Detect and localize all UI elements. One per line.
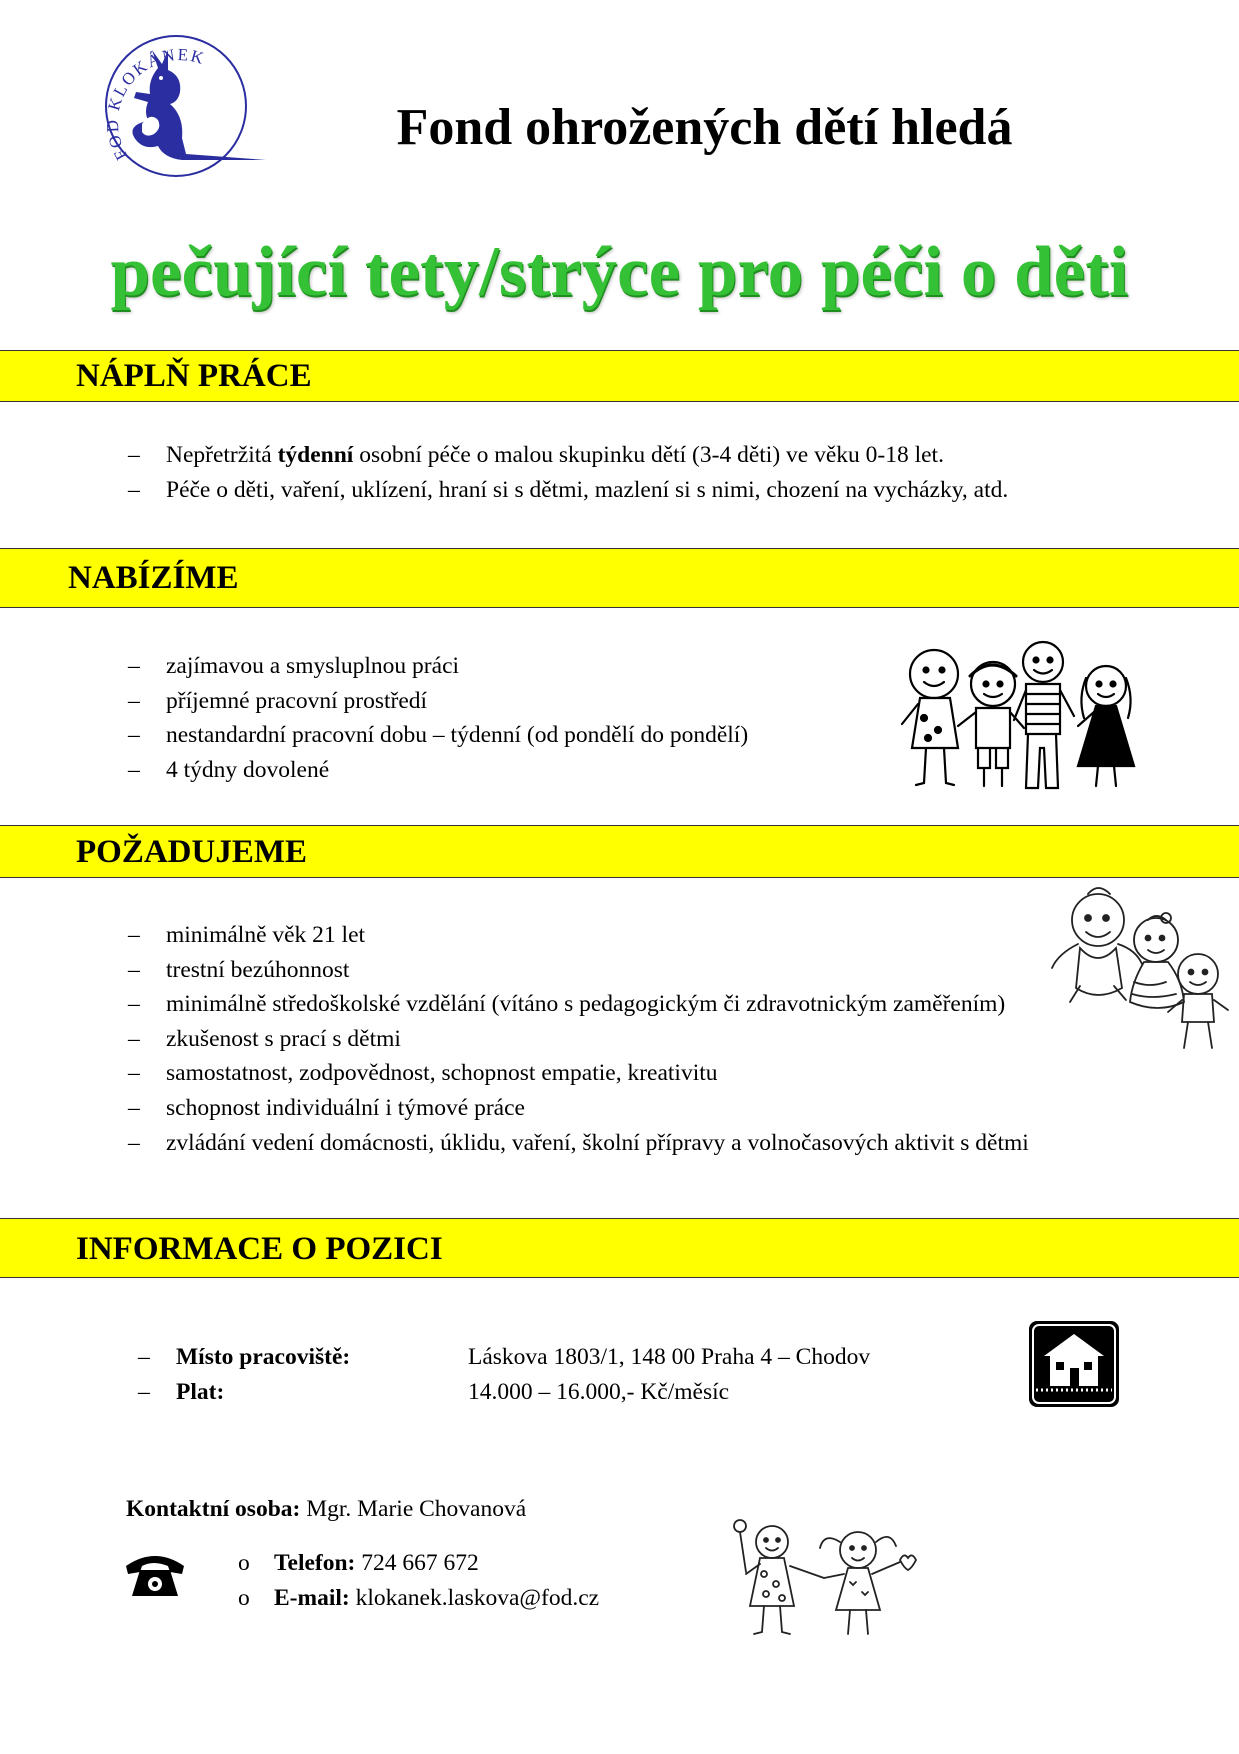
item-text-bold: týdenní bbox=[277, 442, 354, 468]
dash-marker: – bbox=[128, 1025, 140, 1052]
phone-value: 724 667 672 bbox=[355, 1550, 479, 1576]
item-text: osobní péče o malou skupinku dětí (3-4 děti) ve věku 0-18 let. bbox=[353, 442, 944, 468]
dash-marker: – bbox=[128, 991, 140, 1018]
contact-person bbox=[126, 1496, 526, 1523]
list-item bbox=[128, 718, 748, 753]
item-text: zajímavou a smysluplnou práci bbox=[166, 653, 460, 679]
item-text: nestandardní pracovní dobu – týdenní (od pondělí do pondělí) bbox=[166, 722, 749, 749]
email-value: klokanek.laskova@fod.cz bbox=[349, 1585, 600, 1611]
four-kids-drawing-icon bbox=[898, 638, 1144, 798]
circle-marker: o bbox=[238, 1550, 250, 1576]
dash-marker: – bbox=[128, 956, 140, 983]
item-text: příjemné pracovní prostředí bbox=[166, 687, 428, 714]
list-item bbox=[128, 918, 1029, 953]
contact-person-value: Mgr. Marie Chovanová bbox=[300, 1496, 527, 1522]
item-text: 4 týdny dovolené bbox=[166, 756, 330, 783]
email-label: E-mail: bbox=[274, 1585, 350, 1611]
napln-prace-list bbox=[128, 438, 1008, 507]
item-text: schopnost individuální i týmové práce bbox=[166, 1094, 525, 1121]
list-item bbox=[128, 1022, 1029, 1057]
dash-marker: – bbox=[138, 1379, 150, 1405]
list-item bbox=[128, 649, 748, 684]
salary-value: 14.000 – 16.000,- Kč/měsíc bbox=[468, 1379, 730, 1405]
section-band-nabizime bbox=[0, 548, 1239, 608]
telephone-icon bbox=[124, 1552, 186, 1600]
nabizime-list bbox=[128, 649, 748, 787]
section-title-informace: INFORMACE O POZICI bbox=[76, 1231, 443, 1267]
section-band-napln-prace bbox=[0, 350, 1239, 402]
dash-marker: – bbox=[128, 1094, 140, 1121]
pozadujeme-list bbox=[128, 918, 1029, 1160]
item-text: minimálně středoškolské vzdělání (vítáno s pedagogickým či zdravotnickým zaměřením) bbox=[166, 991, 1006, 1018]
house-icon bbox=[1028, 1320, 1120, 1408]
dash-marker: – bbox=[128, 922, 140, 948]
item-text: minimálně věk 21 let bbox=[166, 922, 366, 948]
location-label: Místo pracoviště: bbox=[176, 1344, 351, 1370]
list-item bbox=[128, 753, 748, 788]
two-kids-drawing-icon bbox=[720, 1512, 924, 1642]
list-item bbox=[128, 1056, 1029, 1091]
dash-marker: – bbox=[128, 687, 140, 714]
list-item bbox=[128, 438, 1008, 473]
list-item bbox=[128, 987, 1029, 1022]
list-item bbox=[128, 953, 1029, 988]
list-item bbox=[128, 1126, 1029, 1161]
dash-marker: – bbox=[128, 1060, 140, 1087]
item-text: Péče o děti, vaření, uklízení, hraní si s dětmi, mazlení si s nimi, chození na vycházky, atd. bbox=[166, 476, 1009, 503]
dash-marker: – bbox=[128, 476, 140, 503]
item-text: zkušenost s prací s dětmi bbox=[166, 1025, 401, 1052]
item-text: zvládání vedení domácnosti, úklidu, vaření, školní přípravy a volnočasových aktivit s dětmi bbox=[166, 1129, 1029, 1156]
babies-drawing-icon bbox=[1048, 878, 1230, 1053]
item-text: samostatnost, zodpovědnost, schopnost empatie, kreativitu bbox=[166, 1060, 718, 1087]
dash-marker: – bbox=[138, 1344, 150, 1370]
dash-marker: – bbox=[128, 653, 140, 679]
section-title-pozadujeme: POŽADUJEME bbox=[76, 834, 307, 870]
logo-text: FOD KLOKÁNEK bbox=[102, 45, 208, 164]
contact-person-label: Kontaktní osoba: bbox=[126, 1496, 301, 1522]
section-band-informace bbox=[0, 1218, 1239, 1278]
section-title-napln-prace: NÁPLŇ PRÁCE bbox=[76, 358, 312, 394]
phone-label: Telefon: bbox=[274, 1550, 356, 1576]
dash-marker: – bbox=[128, 722, 140, 749]
dash-marker: – bbox=[128, 1129, 140, 1156]
dash-marker: – bbox=[128, 756, 140, 783]
headline: Fond ohrožených dětí hledá bbox=[396, 99, 1013, 156]
section-band-pozadujeme bbox=[0, 825, 1239, 878]
location-value: Láskova 1803/1, 148 00 Praha 4 – Chodov bbox=[468, 1344, 871, 1370]
item-text: Nepřetržitá bbox=[166, 442, 278, 468]
list-item bbox=[128, 473, 1008, 508]
subheadline: pečující tety/strýce pro péči o děti bbox=[110, 233, 1129, 311]
salary-label: Plat: bbox=[176, 1379, 225, 1405]
item-text: trestní bezúhonnost bbox=[166, 956, 350, 983]
section-title-nabizime: NABÍZÍME bbox=[68, 560, 239, 596]
list-item bbox=[128, 1091, 1029, 1126]
dash-marker: – bbox=[128, 442, 140, 468]
list-item bbox=[128, 684, 748, 719]
circle-marker: o bbox=[238, 1585, 250, 1611]
